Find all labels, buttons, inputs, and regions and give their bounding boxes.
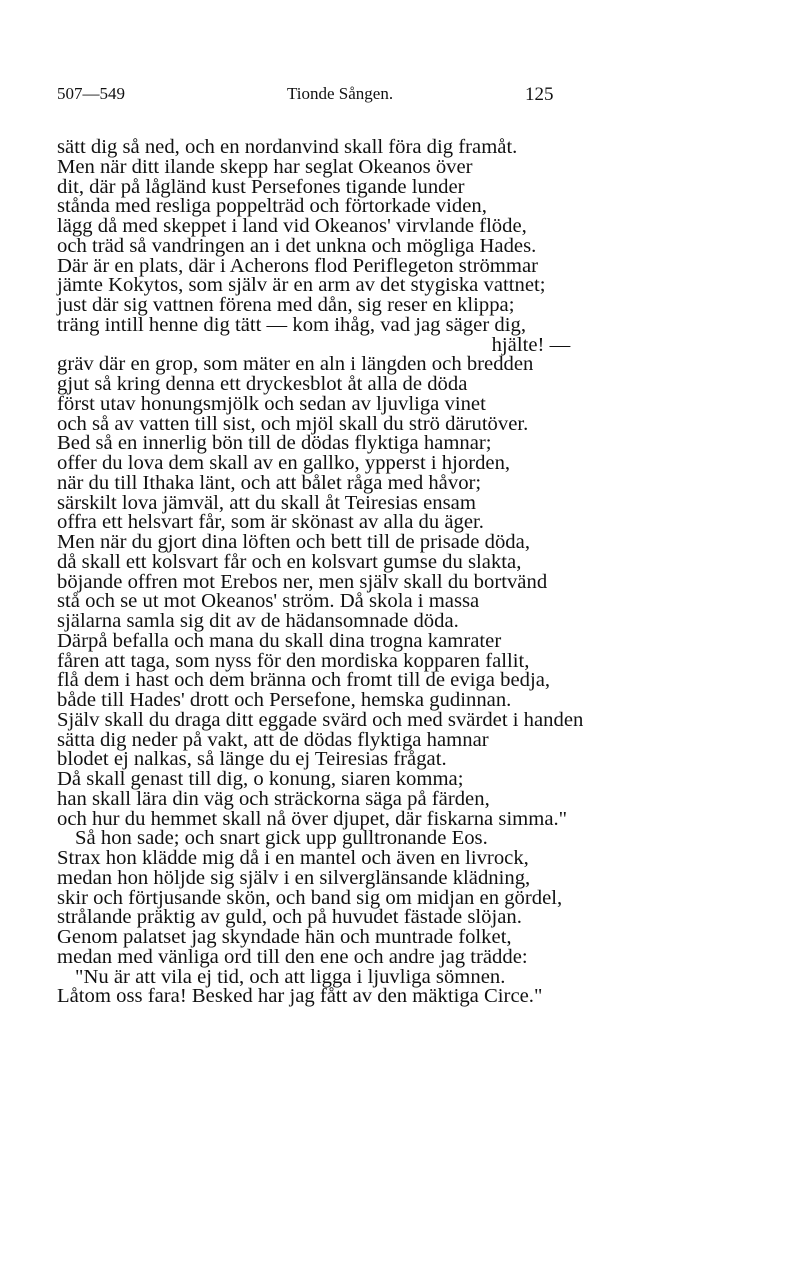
verse-line: Där är en plats, där i Acherons flod Periflegeton strömmar xyxy=(57,255,539,277)
chapter-title: Tionde Sången. xyxy=(287,84,394,103)
verse-line: Men när ditt ilande skepp har seglat Okeanos över xyxy=(57,156,473,178)
verse-line: Själv skall du draga ditt eggade svärd och med svärdet i handen xyxy=(57,709,584,731)
verse-line: gjut så kring denna ett dryckesblot åt alla de döda xyxy=(57,374,468,395)
verse-line: medan hon höljde sig själv i en silverglänsande klädning, xyxy=(57,867,531,889)
verse-line: Då skall genast till dig, o konung, siaren komma; xyxy=(57,769,464,790)
verse-line: fåren att taga, som nyss för den mordiska kopparen fallit, xyxy=(57,650,530,672)
verse-line: flå dem i hast och dem bränna och fromt till de eviga bedja, xyxy=(57,670,551,692)
verse-line: blodet ej nalkas, så länge du ej Teiresias frågat. xyxy=(57,749,447,771)
poem-text xyxy=(57,138,757,1007)
verse-line: träng intill henne dig tätt — kom ihåg, vad jag säger dig, xyxy=(57,314,527,336)
verse-line: både till Hades' drott och Persefone, hemska gudinnan. xyxy=(57,690,512,711)
page-number: 125 xyxy=(525,84,554,105)
verse-line: särskilt lova jämväl, att du skall åt Teiresias ensam xyxy=(57,492,476,514)
verse-line: sätt dig så ned, och en nordanvind skall föra dig framåt. xyxy=(57,137,518,158)
verse-line: stå och se ut mot Okeanos' ström. Då skola i massa xyxy=(57,591,480,613)
verse-line: dit, där på lågländ kust Persefones tigande lunder xyxy=(57,176,465,198)
verse-line: Så hon sade; och snart gick upp gulltronande Eos. xyxy=(75,828,488,850)
verse-line: Därpå befalla och mana du skall dina trogna kamrater xyxy=(57,630,502,652)
verse-line: själarna samla sig dit av de hädansomnade döda. xyxy=(57,611,459,632)
verse-line: Låtom oss fara! Besked har jag fått av den mäktiga Circe." xyxy=(57,986,543,1008)
verse-line: offer du lova dem skall av en gallko, ypperst i hjorden, xyxy=(57,453,511,474)
verse-line: strålande präktig av guld, och på huvudet fästade slöjan. xyxy=(57,907,522,929)
verse-line: när du till Ithaka länt, och att bålet råga med håvor; xyxy=(57,472,482,494)
verse-line: Bed så en innerlig bön till de dödas flyktiga hamnar; xyxy=(57,433,492,455)
verse-line: sätta dig neder på vakt, att de dödas flyktiga hamnar xyxy=(57,729,489,751)
verse-line: då skall ett kolsvart får och en kolsvart gumse du slakta, xyxy=(57,551,522,573)
verse-line: Strax hon klädde mig då i en mantel och även en livrock, xyxy=(57,848,529,869)
verse-line: böjande offren mot Erebos ner, men själv skall du bortvänd xyxy=(57,571,548,593)
verse-line: stånda med resliga poppelträd och förtorkade viden, xyxy=(57,196,487,218)
verse-line: hjälte! — xyxy=(491,334,571,356)
verse-line: Men när du gjort dina löften och bett till de prisade döda, xyxy=(57,532,530,553)
verse-line: "Nu är att vila ej tid, och att ligga i ljuvliga sömnen. xyxy=(75,966,506,988)
running-header xyxy=(57,84,577,108)
verse-line: jämte Kokytos, som själv är en arm av det stygiska vattnet; xyxy=(57,275,546,297)
verse-line: och hur du hemmet skall nå över djupet, där fiskarna simma." xyxy=(57,808,568,830)
verse-line: offra ett helsvart får, som är skönast av alla du äger. xyxy=(57,512,484,534)
verse-line: han skall lära din väg och sträckorna säga på färden, xyxy=(57,788,490,810)
verse-line: och träd så vandringen an i det unkna och mögliga Hades. xyxy=(57,235,537,257)
line-range: 507—549 xyxy=(57,84,125,103)
verse-line: och så av vatten till sist, och mjöl skall du strö därutöver. xyxy=(57,413,529,435)
verse-line: först utav honungsmjölk och sedan av ljuvliga vinet xyxy=(57,393,486,415)
verse-line: lägg då med skeppet i land vid Okeanos' virvlande flöde, xyxy=(57,216,527,237)
verse-line: skir och förtjusande skön, och band sig om midjan en gördel, xyxy=(57,887,563,909)
verse-line: gräv där en grop, som mäter en aln i längden och bredden xyxy=(57,354,534,376)
verse-line: medan med vänliga ord till den ene och andre jag trädde: xyxy=(57,946,528,968)
verse-line: just där sig vattnen förena med dån, sig reser en klippa; xyxy=(57,295,515,316)
verse-line: Genom palatset jag skyndade hän och muntrade folket, xyxy=(57,927,512,948)
